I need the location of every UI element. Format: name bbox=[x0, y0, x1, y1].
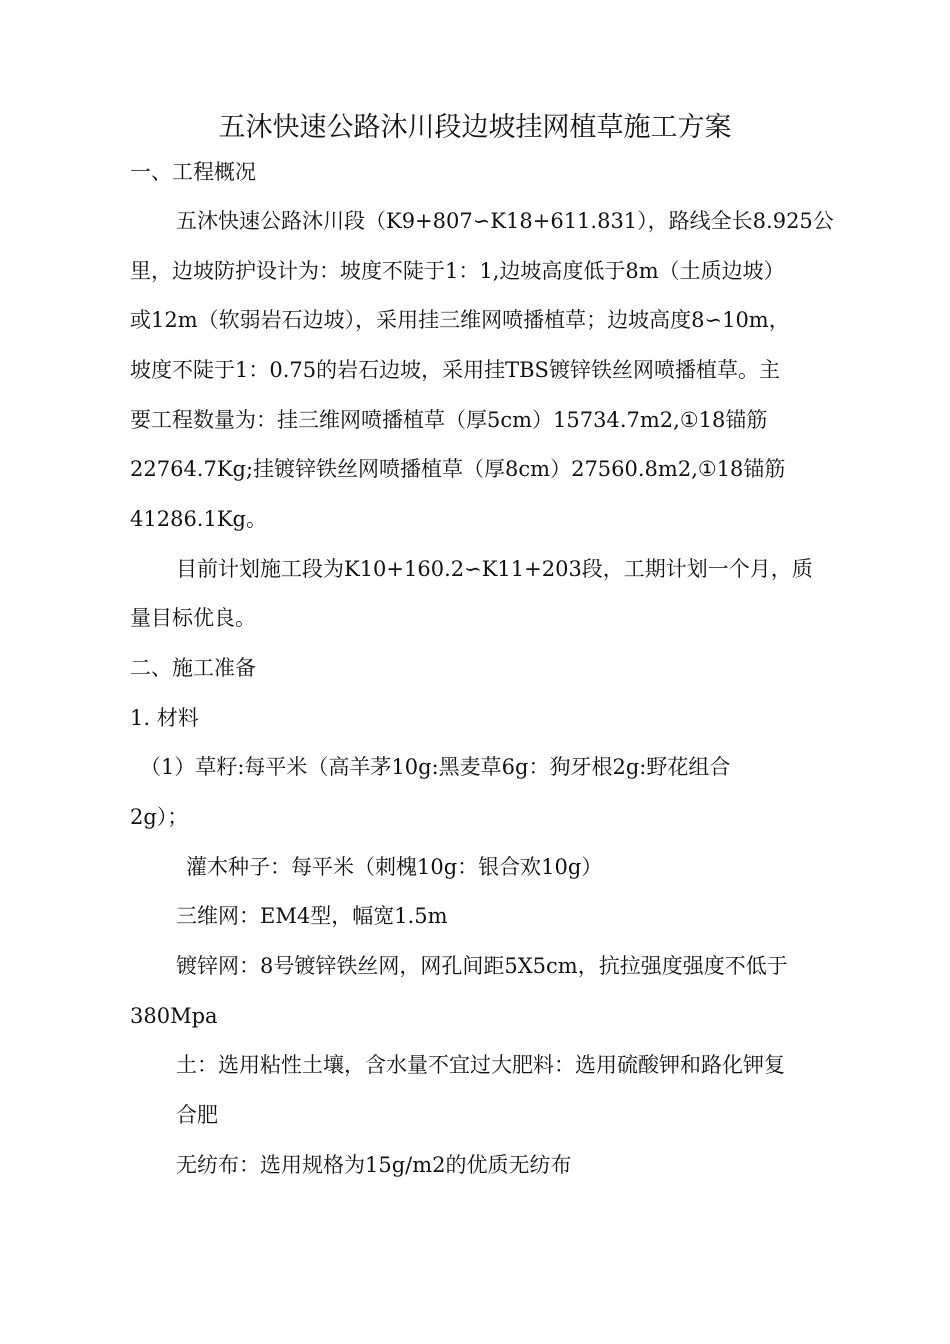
material-line: 2g）； bbox=[130, 805, 189, 829]
material-line: 380Mpa bbox=[130, 1004, 218, 1028]
paragraph-line: 要工程数量为：挂三维网喷播植草（厚5cm）15734.7m2,①18锚筋 bbox=[130, 408, 768, 432]
subsection-heading-materials: 1. 材料 bbox=[130, 706, 199, 730]
paragraph-line: 里，边坡防护设计为：坡度不陡于1：1,边坡高度低于8m（土质边坡） bbox=[130, 259, 785, 283]
document-title: 五沐快速公路沐川段边坡挂网植草施工方案 bbox=[218, 112, 732, 143]
paragraph-line: 坡度不陡于1：0.75的岩石边坡，采用挂TBS镀锌铁丝网喷播植草。主 bbox=[130, 358, 780, 382]
section-heading-preparation: 二、施工准备 bbox=[130, 656, 256, 680]
material-line: 镀锌网：8号镀锌铁丝网，网孔间距5X5cm，抗拉强度强度不低于 bbox=[176, 954, 788, 978]
paragraph-line: 目前计划施工段为K10+160.2∽K11+203段，工期计划一个月，质 bbox=[176, 557, 813, 581]
section-heading-overview: 一、工程概况 bbox=[130, 160, 256, 184]
paragraph-line: 或12m（软弱岩石边坡），采用挂三维网喷播植草；边坡高度8∽10m， bbox=[130, 308, 790, 332]
paragraph-line: 五沐快速公路沐川段（K9+807∽K18+611.831），路线全长8.925公 bbox=[176, 209, 834, 233]
paragraph-line: 41286.1Kg。 bbox=[130, 507, 267, 531]
material-line: 合肥 bbox=[176, 1103, 218, 1127]
paragraph-line: 量目标优良。 bbox=[130, 606, 256, 630]
material-line: 灌木种子：每平米（刺槐10g：银合欢10g） bbox=[186, 855, 603, 879]
material-line: 土：选用粘性土壤，含水量不宜过大肥料：选用硫酸钾和路化钾复 bbox=[176, 1053, 785, 1077]
material-line: （1）草籽:每平米（高羊茅10g:黑麦草6g：狗牙根2g:野花组合 bbox=[140, 755, 731, 779]
paragraph-line: 22764.7Kg;挂镀锌铁丝网喷播植草（厚8cm）27560.8m2,①18锚筋 bbox=[130, 457, 786, 481]
material-line: 无纺布：选用规格为15g/m2的优质无纺布 bbox=[176, 1153, 572, 1177]
material-line: 三维网：EM4型，幅宽1.5m bbox=[176, 904, 448, 928]
